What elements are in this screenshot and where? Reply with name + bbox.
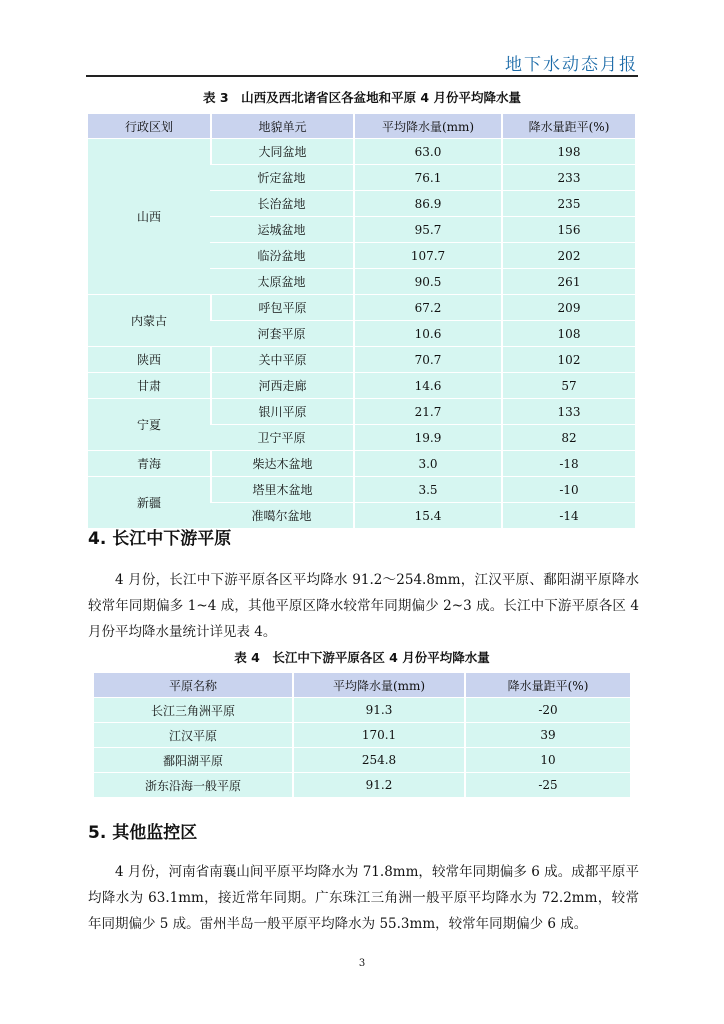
page-number: 3 bbox=[358, 958, 366, 969]
precip-cell: 90.5 bbox=[353, 268, 501, 294]
table-row bbox=[88, 476, 635, 502]
precip-cell: 170.1 bbox=[292, 722, 464, 747]
table3-header-row bbox=[88, 114, 635, 138]
table4-header-anomaly: 降水量距平(%) bbox=[464, 673, 630, 697]
unit-cell: 塔里木盆地 bbox=[210, 476, 353, 502]
precip-cell: 19.9 bbox=[353, 424, 501, 450]
anomaly-cell: 261 bbox=[501, 268, 635, 294]
precip-cell: 14.6 bbox=[353, 372, 501, 398]
plain-name-cell: 长江三角洲平原 bbox=[94, 697, 292, 722]
table-row bbox=[94, 697, 630, 722]
table3-header-precip: 平均降水量(mm) bbox=[353, 114, 501, 138]
unit-cell: 柴达木盆地 bbox=[210, 450, 353, 476]
plain-name-cell: 浙东沿海一般平原 bbox=[94, 772, 292, 797]
table3-caption: 表 3 山西及西北诸省区各盆地和平原 4 月份平均降水量 bbox=[203, 90, 521, 105]
unit-cell: 关中平原 bbox=[210, 346, 353, 372]
unit-cell: 临汾盆地 bbox=[210, 242, 353, 268]
table4 bbox=[94, 673, 630, 797]
anomaly-cell: -10 bbox=[501, 476, 635, 502]
anomaly-cell: 209 bbox=[501, 294, 635, 320]
table3-header-region: 行政区划 bbox=[88, 114, 210, 138]
unit-cell: 河套平原 bbox=[210, 320, 353, 346]
section4-paragraph: 4 月份，长江中下游平原各区平均降水 91.2～254.8mm，江汉平原、鄱阳湖平原降水较常年同期偏多 1~4 成，其他平原区降水较常年同期偏少 2~3 成。长江中下游平原各区 4 月份平均降水量统计详见表 4。 bbox=[88, 572, 639, 640]
precip-cell: 3.5 bbox=[353, 476, 501, 502]
region-cell: 内蒙古 bbox=[88, 294, 210, 346]
unit-cell: 大同盆地 bbox=[210, 138, 353, 164]
anomaly-cell: -18 bbox=[501, 450, 635, 476]
precip-cell: 70.7 bbox=[353, 346, 501, 372]
table-row bbox=[88, 450, 635, 476]
region-cell: 新疆 bbox=[88, 476, 210, 528]
unit-cell: 河西走廊 bbox=[210, 372, 353, 398]
table4-caption: 表 4 长江中下游平原各区 4 月份平均降水量 bbox=[234, 650, 490, 665]
table4-header-name: 平原名称 bbox=[94, 673, 292, 697]
unit-cell: 忻定盆地 bbox=[210, 164, 353, 190]
anomaly-cell: 10 bbox=[464, 747, 630, 772]
precip-cell: 254.8 bbox=[292, 747, 464, 772]
region-cell: 陕西 bbox=[88, 346, 210, 372]
plain-name-cell: 江汉平原 bbox=[94, 722, 292, 747]
table3-header-anomaly: 降水量距平(%) bbox=[501, 114, 635, 138]
anomaly-cell: 108 bbox=[501, 320, 635, 346]
unit-cell: 太原盆地 bbox=[210, 268, 353, 294]
anomaly-cell: 82 bbox=[501, 424, 635, 450]
region-cell: 宁夏 bbox=[88, 398, 210, 450]
precip-cell: 107.7 bbox=[353, 242, 501, 268]
region-cell: 青海 bbox=[88, 450, 210, 476]
anomaly-cell: 133 bbox=[501, 398, 635, 424]
table3 bbox=[88, 114, 635, 528]
anomaly-cell: 235 bbox=[501, 190, 635, 216]
table4-header-row bbox=[94, 673, 630, 697]
section4-heading: 4. 长江中下游平原 bbox=[88, 529, 232, 549]
unit-cell: 银川平原 bbox=[210, 398, 353, 424]
anomaly-cell: 102 bbox=[501, 346, 635, 372]
unit-cell: 准噶尔盆地 bbox=[210, 502, 353, 528]
table-row bbox=[94, 722, 630, 747]
unit-cell: 长治盆地 bbox=[210, 190, 353, 216]
precip-cell: 63.0 bbox=[353, 138, 501, 164]
table-row bbox=[88, 346, 635, 372]
section5-heading: 5. 其他监控区 bbox=[88, 823, 198, 843]
anomaly-cell: 233 bbox=[501, 164, 635, 190]
precip-cell: 76.1 bbox=[353, 164, 501, 190]
section5-paragraph: 4 月份，河南省南襄山间平原平均降水为 71.8mm，较常年同期偏多 6 成。成都平原平均降水为 63.1mm，接近常年同期。广东珠江三角洲一般平原平均降水为 72.2mm，较常年同期偏少 5 成。雷州半岛一般平原平均降水为 55.3mm，较常年同期偏少 6 成。 bbox=[88, 864, 639, 932]
anomaly-cell: 202 bbox=[501, 242, 635, 268]
precip-cell: 95.7 bbox=[353, 216, 501, 242]
precip-cell: 3.0 bbox=[353, 450, 501, 476]
report-title: 地下水动态月报 bbox=[505, 55, 638, 75]
region-cell: 山西 bbox=[88, 138, 210, 294]
table-row bbox=[88, 294, 635, 320]
table-row bbox=[88, 138, 635, 164]
table-row bbox=[94, 772, 630, 797]
precip-cell: 67.2 bbox=[353, 294, 501, 320]
header-rule bbox=[86, 75, 638, 77]
precip-cell: 10.6 bbox=[353, 320, 501, 346]
precip-cell: 91.2 bbox=[292, 772, 464, 797]
table3-header-unit: 地貌单元 bbox=[210, 114, 353, 138]
table-row bbox=[94, 747, 630, 772]
anomaly-cell: 39 bbox=[464, 722, 630, 747]
unit-cell: 运城盆地 bbox=[210, 216, 353, 242]
anomaly-cell: 198 bbox=[501, 138, 635, 164]
plain-name-cell: 鄱阳湖平原 bbox=[94, 747, 292, 772]
anomaly-cell: 156 bbox=[501, 216, 635, 242]
precip-cell: 91.3 bbox=[292, 697, 464, 722]
anomaly-cell: -25 bbox=[464, 772, 630, 797]
precip-cell: 15.4 bbox=[353, 502, 501, 528]
unit-cell: 卫宁平原 bbox=[210, 424, 353, 450]
region-cell: 甘肃 bbox=[88, 372, 210, 398]
anomaly-cell: 57 bbox=[501, 372, 635, 398]
anomaly-cell: -20 bbox=[464, 697, 630, 722]
table4-header-precip: 平均降水量(mm) bbox=[292, 673, 464, 697]
unit-cell: 呼包平原 bbox=[210, 294, 353, 320]
anomaly-cell: -14 bbox=[501, 502, 635, 528]
precip-cell: 86.9 bbox=[353, 190, 501, 216]
table-row bbox=[88, 372, 635, 398]
table-row bbox=[88, 398, 635, 424]
precip-cell: 21.7 bbox=[353, 398, 501, 424]
